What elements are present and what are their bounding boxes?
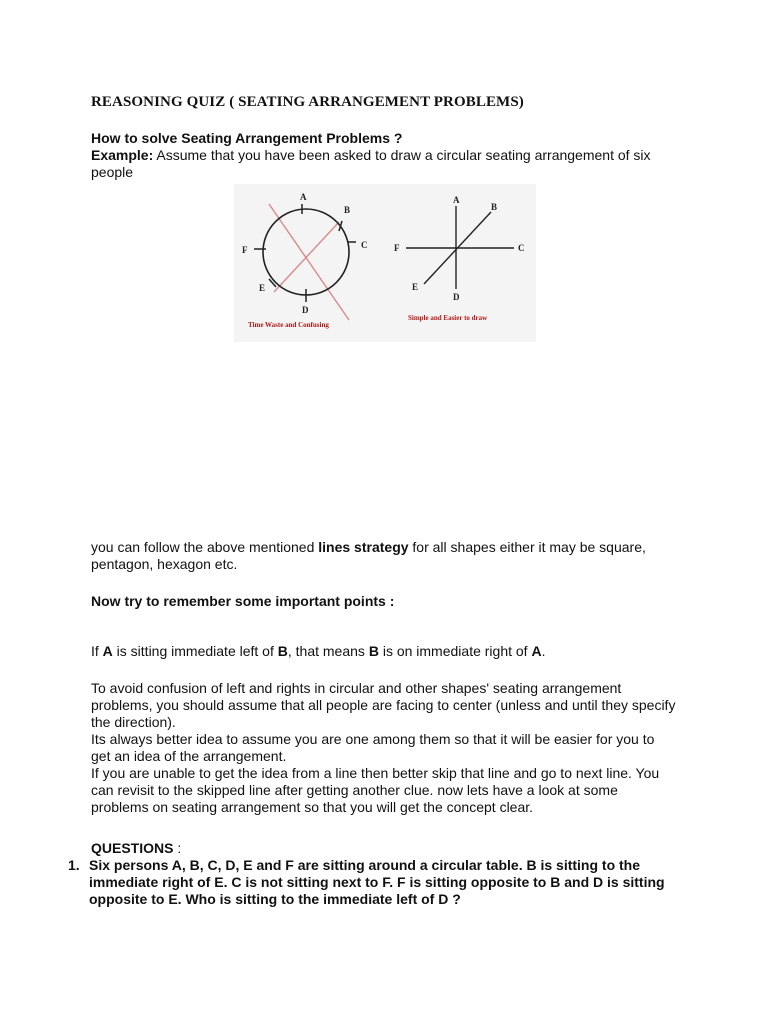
circle-label-c: C <box>361 240 368 250</box>
left-right-rule: If A is sitting immediate left of B, that means B is on immediate right of A. <box>91 643 546 659</box>
left-caption: Time Waste and Confusing <box>248 321 329 329</box>
example-label: Example: <box>91 147 154 163</box>
circle-label-a: A <box>300 192 307 202</box>
tip-paragraph: If you are unable to get the idea from a line then better skip that line and go to next line. You can revisit to the skipped line after getting another clue. now lets have a look at some problems on seating arrangement so that you will get the concept clear. <box>91 765 660 815</box>
line-label-c: C <box>518 243 525 253</box>
questions-heading: QUESTIONS : <box>91 840 182 856</box>
line-label-b: B <box>491 202 498 212</box>
lines-para-post: for all shapes either it may be square, pentagon, hexagon etc. <box>91 539 646 572</box>
tips-section <box>91 680 676 816</box>
line-label-e: E <box>412 282 419 292</box>
lines-strategy-paragraph <box>91 539 651 573</box>
circle-label-b: B <box>344 205 351 215</box>
circle-label-d: D <box>302 305 309 315</box>
right-caption: Simple and Easier to draw <box>408 314 488 322</box>
seating-circle <box>263 209 349 295</box>
tip-paragraph: To avoid confusion of left and rights in circular and other shapes' seating arrangement problems, you should assume that all people are facing to center (unless and until they specify the direction). <box>91 680 676 730</box>
example-text: Assume that you have been asked to draw a circular seating arrangement of six people <box>91 147 651 180</box>
howto-section <box>91 130 691 181</box>
circle-label-e: E <box>259 283 266 293</box>
diagonal-line-ce <box>274 222 339 292</box>
question-text: Six persons A, B, C, D, E and F are sitting around a circular table. B is sitting to the immediate right of E. C is not sitting next to F. F is sitting opposite to B and D is sitting opposite to E. Who is sitting to the immediate left of D ? <box>89 857 665 907</box>
howto-heading: How to solve Seating Arrangement Problems ? <box>91 130 403 146</box>
lines-strategy-term: lines strategy <box>318 539 409 555</box>
lines-para-pre: you can follow the above mentioned <box>91 539 319 555</box>
question-number: 1. <box>68 857 80 873</box>
lines-method-diagram <box>394 195 525 322</box>
points-heading: Now try to remember some important points : <box>91 593 395 609</box>
document-title: REASONING QUIZ ( SEATING ARRANGEMENT PROBLEMS) <box>91 94 524 110</box>
line-label-f: F <box>394 243 400 253</box>
circle-method-diagram <box>242 192 368 329</box>
tip-paragraph: Its always better idea to assume you are one among them so that it will be easier for you to get an idea of the arrangement. <box>91 731 655 764</box>
example-paragraph <box>91 147 686 181</box>
circle-label-f: F <box>242 245 248 255</box>
seating-diagram-figure <box>234 184 536 342</box>
line-label-a: A <box>453 195 460 205</box>
line-label-d: D <box>453 292 460 302</box>
seating-diagram <box>234 184 536 342</box>
